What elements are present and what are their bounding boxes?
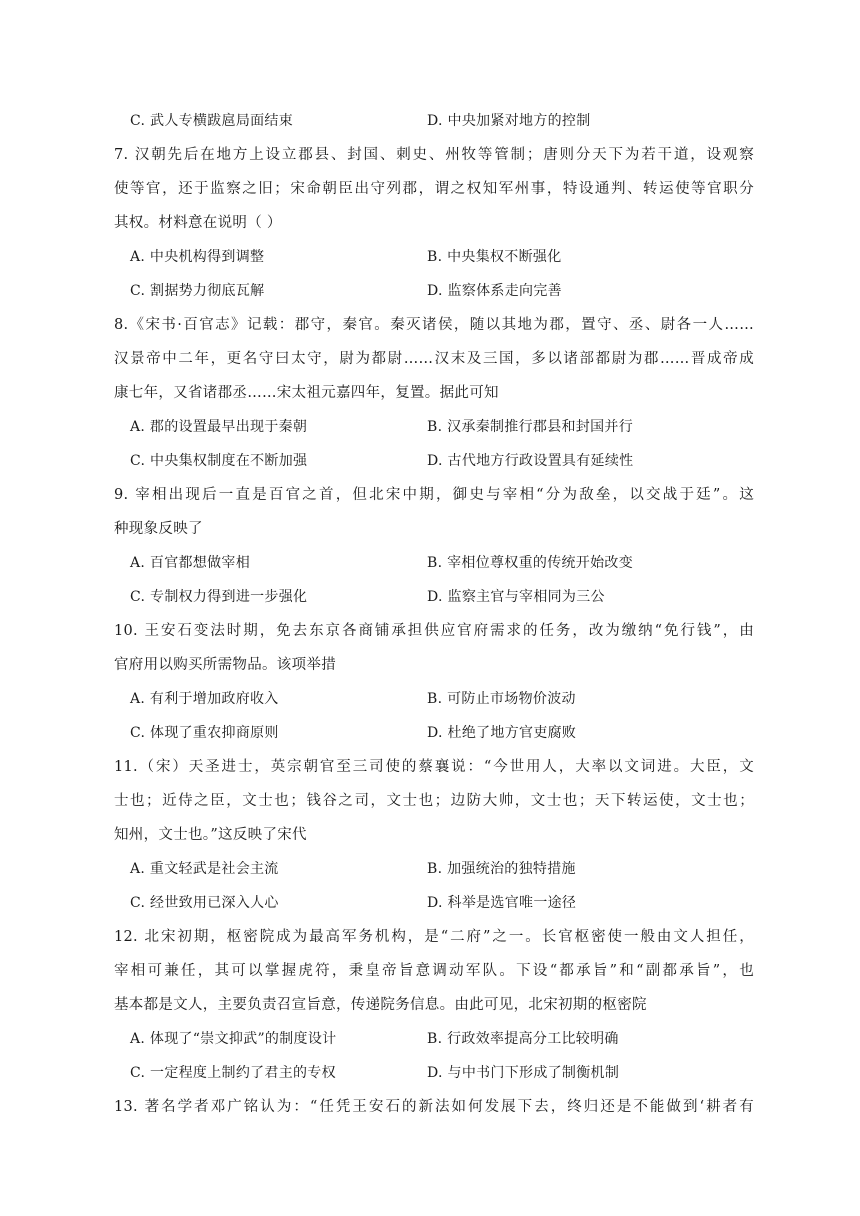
q10-stem-line-2: 官府用以购买所需物品。该项举措 [114, 657, 336, 673]
q7-option-a: A. 中央机构得到调整 [130, 249, 265, 265]
q7-stem-line-3: 其权。材料意在说明（ ） [114, 215, 282, 231]
q8-stem-line-1: 8.《宋书·百官志》记载：郡守，秦官。秦灭诸侯，随以其地为郡，置守、丞、尉各一人…… [114, 317, 754, 333]
q7-option-c: C. 割据势力彻底瓦解 [130, 283, 265, 299]
q10-option-c: C. 体现了重农抑商原则 [130, 725, 279, 741]
q10-option-d: D. 杜绝了地方官吏腐败 [427, 725, 577, 741]
q9-stem-line-2: 种现象反映了 [114, 521, 203, 537]
q11-option-d: D. 科举是选官唯一途径 [427, 895, 577, 911]
q7-stem-line-2: 使等官，还于监察之旧；宋命朝臣出守列郡，谓之权知军州事，特设通判、转运使等官职分 [114, 181, 754, 197]
q10-stem-line-1: 10. 王安石变法时期，免去东京各商铺承担供应官府需求的任务，改为缴纳“免行钱”，由 [114, 623, 754, 639]
q12-option-b: B. 行政效率提高分工比较明确 [427, 1031, 619, 1047]
q8-option-c: C. 中央集权制度在不断加强 [130, 453, 308, 469]
q7-option-b: B. 中央集权不断强化 [427, 249, 562, 265]
q12-option-a: A. 体现了“崇文抑武”的制度设计 [130, 1031, 337, 1047]
q12-option-d: D. 与中书门下形成了制衡机制 [427, 1065, 620, 1081]
q6-option-c: C. 武人专横跋扈局面结束 [130, 113, 294, 129]
q12-stem-line-3: 基本都是文人，主要负责召宣旨意，传递院务信息。由此可见，北宋初期的枢密院 [114, 997, 647, 1013]
q12-option-row [130, 1028, 770, 1050]
q6-option-d: D. 中央加紧对地方的控制 [427, 113, 591, 129]
q7-stem-line-1: 7. 汉朝先后在地方上设立郡县、封国、刺史、州牧等管制；唐则分天下为若干道，设观察 [114, 147, 754, 163]
q8-option-d: D. 古代地方行政设置具有延续性 [427, 453, 634, 469]
q11-stem-line-2: 士也；近侍之臣，文士也；钱谷之司，文士也；边防大帅，文士也；天下转运使，文士也； [114, 793, 754, 809]
q9-option-row [130, 552, 770, 574]
q8-option-row [130, 416, 770, 438]
q9-option-a: A. 百官都想做宰相 [130, 555, 251, 571]
q8-stem-line-3: 康七年，又省诸郡丞……宋太祖元嘉四年，复置。据此可知 [114, 385, 499, 401]
q12-stem-line-2: 宰相可兼任，其可以掌握虎符，秉皇帝旨意调动军队。下设“都承旨”和“副都承旨”，也 [114, 963, 754, 979]
q13-stem-line-1: 13. 著名学者邓广铭认为：“任凭王安石的新法如何发展下去，终归还是不能做到‘耕者有 [114, 1099, 754, 1115]
q10-option-a: A. 有利于增加政府收入 [130, 691, 279, 707]
q11-option-b: B. 加强统治的独特措施 [427, 861, 576, 877]
q8-option-a: A. 郡的设置最早出现于秦朝 [130, 419, 308, 435]
q8-option-row [130, 450, 770, 472]
q9-option-c: C. 专制权力得到进一步强化 [130, 589, 308, 605]
q9-stem-line-1: 9. 宰相出现后一直是百官之首，但北宋中期，御史与宰相“分为敌垒，以交战于廷”。这 [114, 487, 754, 503]
q10-option-row [130, 688, 770, 710]
q11-stem-line-1: 11.（宋）天圣进士，英宗朝官至三司使的蔡襄说：“今世用人，大率以文词进。大臣，文 [114, 759, 754, 775]
q10-option-row [130, 722, 770, 744]
q9-option-d: D. 监察主官与宰相同为三公 [427, 589, 605, 605]
q12-option-c: C. 一定程度上制约了君主的专权 [130, 1065, 336, 1081]
q12-stem-line-1: 12. 北宋初期，枢密院成为最高军务机构，是“二府”之一。长官枢密使一般由文人担任， [114, 929, 754, 945]
q11-stem-line-3: 知州，文士也。”这反映了宋代 [114, 827, 307, 843]
q11-option-c: C. 经世致用已深入人心 [130, 895, 279, 911]
q8-stem-line-2: 汉景帝中二年，更名守曰太守，尉为都尉……汉末及三国，多以诸部都尉为郡……晋成帝成 [114, 351, 754, 367]
q11-option-a: A. 重文轻武是社会主流 [130, 861, 279, 877]
q9-option-row [130, 586, 770, 608]
q12-option-row [130, 1062, 770, 1084]
q11-option-row [130, 892, 770, 914]
q11-option-row [130, 858, 770, 880]
q8-option-b: B. 汉承秦制推行郡县和封国并行 [427, 419, 633, 435]
q7-option-row [130, 246, 770, 268]
q7-option-row [130, 280, 770, 302]
q7-option-d: D. 监察体系走向完善 [427, 283, 562, 299]
q9-option-b: B. 宰相位尊权重的传统开始改变 [427, 555, 633, 571]
q6-option-row [130, 110, 770, 132]
q10-option-b: B. 可防止市场物价波动 [427, 691, 576, 707]
